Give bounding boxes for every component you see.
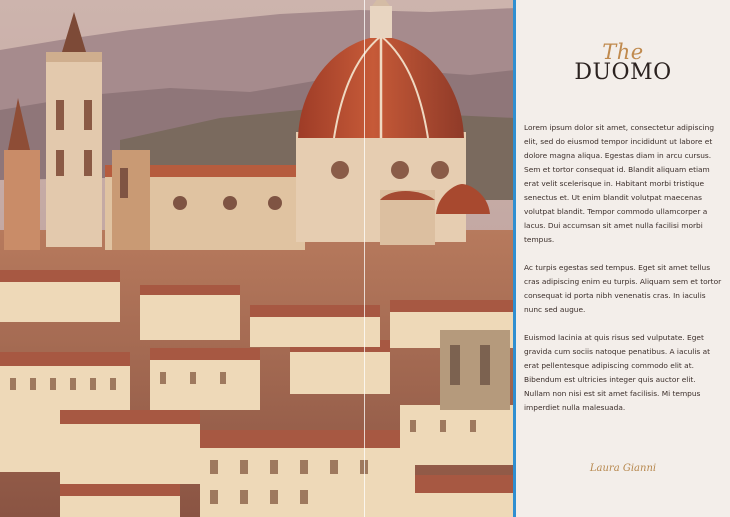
paragraph-2: Ac turpis egestas sed tempus. Eget sit amet tellus cras adipiscing enim eu turpis. Aliquam sem et tortor consequat id porta nibh venenatis cras. In iaculis nunc sed augue.	[524, 263, 722, 314]
page-fold-line	[364, 0, 365, 517]
paragraph-1: Lorem ipsum dolor sit amet, consectetur adipiscing elit, sed do eiusmod tempor incididunt ut labore et dolore magna aliqua. Egestas diam in arcu cursus. Sem et tortor consequat id. Blandit aliquam etiam erat velit scelerisque in. Habitant morbi tristique senectus et. Ut enim blandit volutpat maecenas volutpat blandit. Tempor commodo ullamcorper a lacus. Dui accumsan sit amet nulla facilisi morbi tempus.	[524, 123, 715, 244]
author-signature: Laura Gianni	[589, 463, 657, 474]
title-main-word: DUOMO	[574, 60, 672, 85]
article-body	[524, 121, 723, 429]
text-page	[516, 0, 730, 517]
paragraph-3: Euismod lacinia at quis risus sed vulputate. Eget gravida cum sociis natoque penatibus. A iaculis at erat pellentesque adipiscing commodo elit at. Bibendum est ultricies integer quis auctor elit. Nullam non nisi est sit amet facilisis. Mi tempus imperdiet nulla malesuada.	[524, 333, 710, 412]
title-script-word: The	[602, 40, 644, 64]
